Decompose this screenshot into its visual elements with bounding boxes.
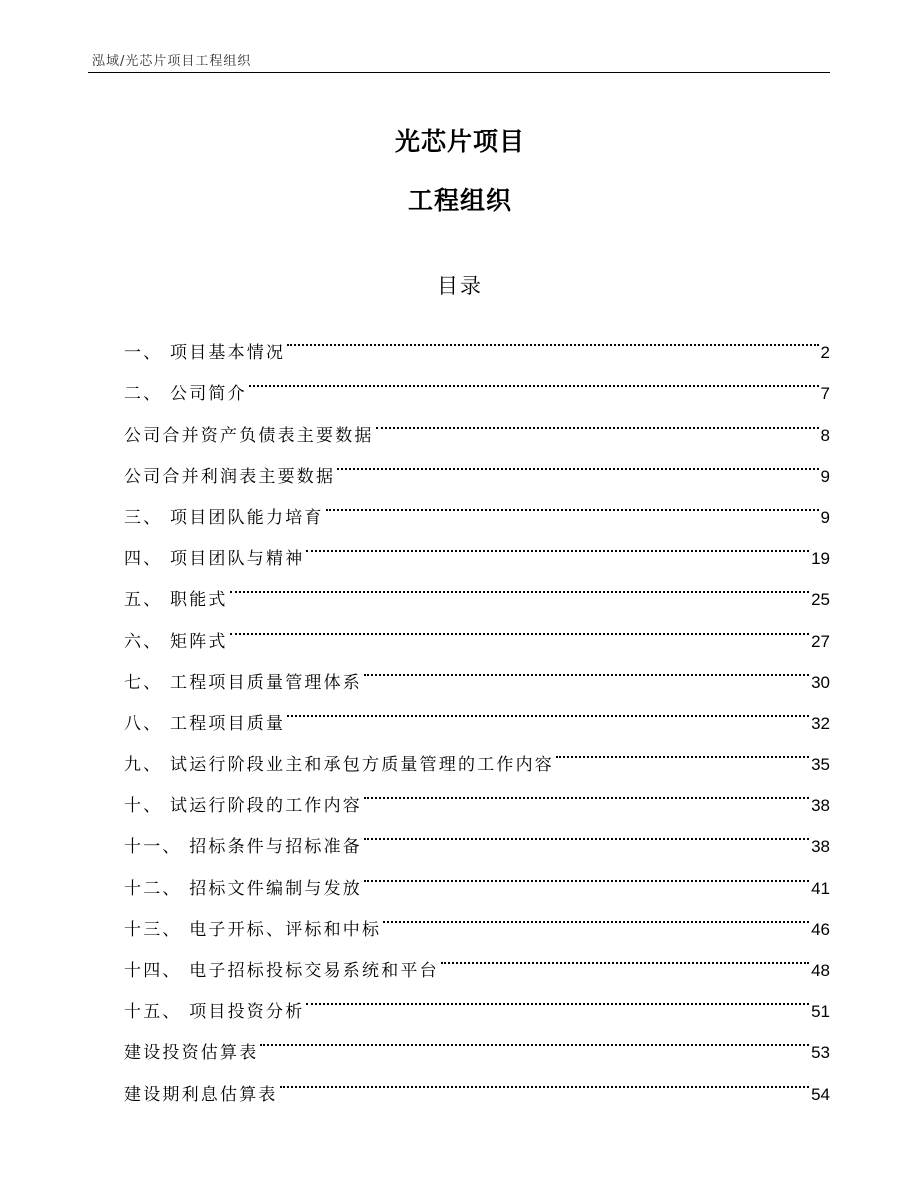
toc-entry-label: 三、 项目团队能力培育 [124, 507, 324, 528]
toc-entry[interactable] [124, 647, 830, 693]
toc-entry-page-number: 41 [811, 878, 830, 898]
toc-entry-label: 四、 项目团队与精神 [124, 549, 305, 570]
toc-entry-page-number: 30 [811, 672, 830, 692]
toc-entry-page-number: 46 [811, 919, 830, 939]
toc-entry-page-number: 19 [811, 549, 830, 569]
toc-entry-page-number: 38 [811, 837, 830, 857]
toc-dot-leader [260, 1017, 809, 1058]
toc-entry-label: 八、 工程项目质量 [124, 713, 286, 734]
toc-entry-page-number: 53 [811, 1043, 830, 1063]
toc-entry-page-number: 51 [811, 1002, 830, 1022]
toc-dot-leader [364, 852, 809, 893]
toc-dot-leader [249, 358, 819, 399]
toc-entry-label: 二、 公司简介 [124, 384, 247, 405]
toc-entry-page-number: 54 [811, 1084, 830, 1104]
toc-dot-leader [364, 811, 809, 852]
toc-entry-label: 十二、 招标文件编制与发放 [124, 878, 363, 899]
toc-entry-label: 五、 职能式 [124, 590, 228, 611]
toc-entry-page-number: 27 [811, 631, 830, 651]
toc-heading: 目录 [437, 274, 483, 298]
toc-entry-page-number: 8 [820, 425, 830, 445]
toc-entry-page-number: 7 [820, 384, 830, 404]
toc-entry-label: 十五、 项目投资分析 [124, 1002, 305, 1023]
toc-entry[interactable] [124, 317, 830, 364]
toc-dot-leader [364, 770, 809, 811]
toc-entry-page-number: 9 [820, 507, 830, 527]
toc-entry[interactable] [124, 564, 830, 611]
toc-dot-leader [376, 399, 819, 440]
toc-dot-leader [280, 1058, 809, 1099]
toc-entry-label: 七、 工程项目质量管理体系 [124, 672, 363, 693]
table-of-contents [124, 317, 830, 1105]
toc-dot-leader [326, 482, 819, 523]
toc-entry-page-number: 2 [820, 343, 830, 363]
toc-dot-leader [337, 441, 818, 482]
toc-entry-page-number: 32 [811, 713, 830, 733]
toc-entry-page-number: 48 [811, 961, 830, 980]
toc-entry-page-number: 35 [811, 755, 830, 775]
toc-entry-page-number: 38 [811, 796, 830, 816]
toc-entry-label: 十一、 招标条件与招标准备 [124, 837, 363, 858]
toc-dot-leader [364, 647, 809, 688]
toc-entry-label: 十三、 电子开标、评标和中标 [124, 919, 382, 940]
toc-entry-label: 六、 矩阵式 [124, 631, 228, 652]
toc-entry-label: 建设投资估算表 [124, 1043, 259, 1064]
header-divider [88, 72, 830, 73]
toc-entry[interactable] [124, 605, 830, 652]
toc-dot-leader [287, 688, 809, 729]
toc-dot-leader [287, 317, 818, 358]
document-title-line-2: 工程组织 [407, 186, 512, 215]
toc-entry-page-number: 9 [820, 466, 830, 486]
toc-entry-label: 十四、 电子招标投标交易系统和平台 [124, 961, 439, 981]
toc-entry-label: 十、 试运行阶段的工作内容 [124, 796, 363, 817]
toc-dot-leader [556, 729, 809, 770]
document-title-line-1: 光芯片项目 [394, 127, 525, 156]
toc-entry-label: 一、 项目基本情况 [124, 343, 286, 364]
toc-dot-leader [383, 894, 809, 935]
toc-dot-leader [230, 564, 809, 605]
toc-dot-leader [441, 935, 809, 976]
toc-entry-page-number: 25 [811, 590, 830, 610]
toc-entry-label: 九、 试运行阶段业主和承包方质量管理的工作内容 [124, 755, 555, 776]
toc-dot-leader [306, 523, 809, 564]
toc-dot-leader [230, 605, 809, 646]
toc-entry-label: 建设期利息估算表 [124, 1084, 278, 1105]
toc-entry-label: 公司合并资产负债表主要数据 [124, 425, 374, 446]
running-header: 泓域/光芯片项目工程组织 [92, 54, 252, 69]
toc-dot-leader [306, 976, 809, 1017]
toc-entry-label: 公司合并利润表主要数据 [124, 466, 336, 487]
